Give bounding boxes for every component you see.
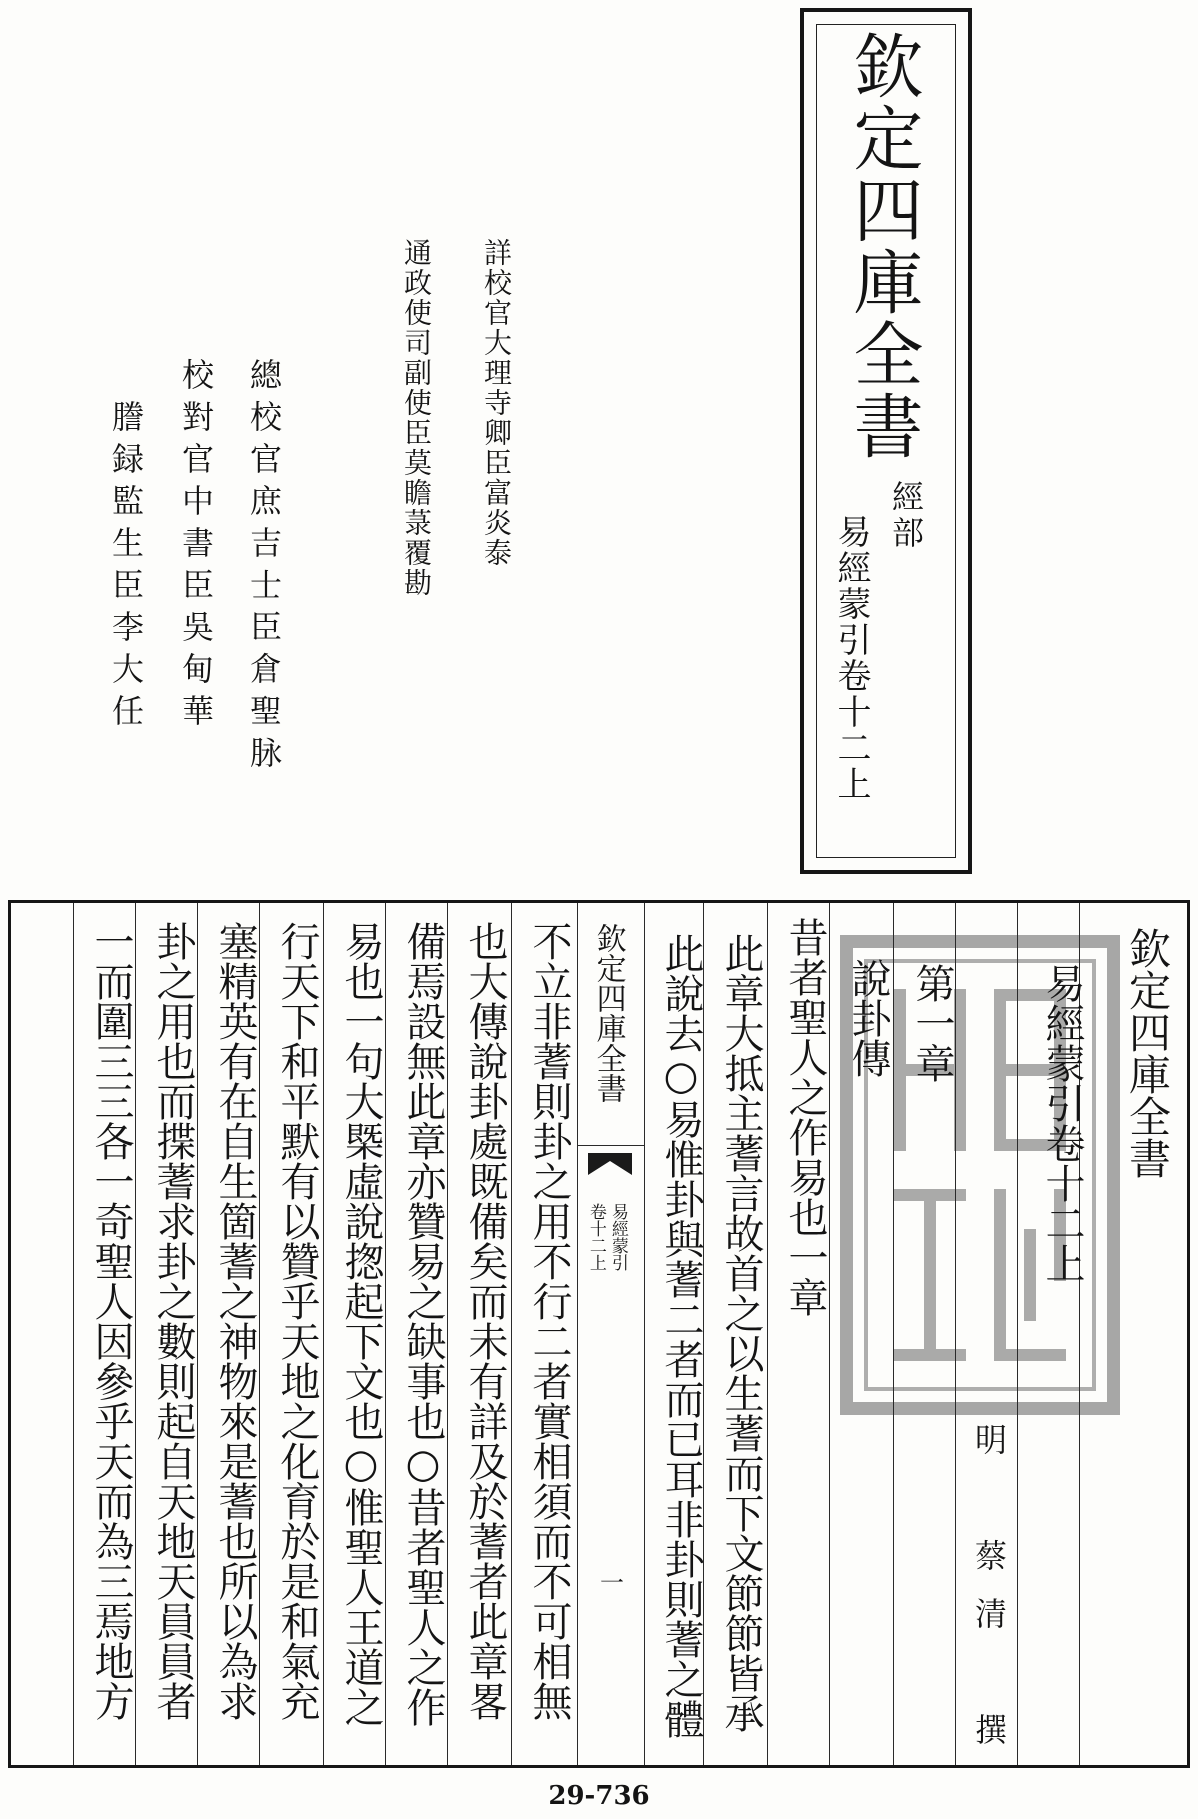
title-slip [800, 8, 972, 874]
text-page-frame [8, 900, 1190, 1771]
cover-title: 欽定四庫全書 [842, 30, 924, 462]
text-column: 此章大抵主蓍言故首之以生蓍而下文節節皆承 [718, 933, 764, 1733]
page-number: 29-736 [548, 1781, 650, 1811]
text-column: 不立非蓍則卦之用不行二者實相須而不可相無 [526, 921, 572, 1721]
fold-leaf-number: 一 [600, 1569, 624, 1597]
fold-book-title: 易經蒙引 [607, 1203, 628, 1271]
text-column: 塞精英有在自生箇蓍之神物來是蓍也所以為求 [212, 921, 258, 1721]
page-volume-title: 易經蒙引卷十二上 [1039, 963, 1085, 1283]
text-column: 一而圍三三各一奇聖人因參乎天而為三焉地方 [88, 921, 134, 1721]
page-header-title: 欽定四庫全書 [1123, 927, 1172, 1179]
fold-strip [577, 903, 645, 1765]
fold-title: 欽定四庫全書 [590, 923, 626, 1103]
cover-volume: 易經蒙引卷十二上 [831, 514, 871, 802]
fold-divider [578, 1145, 644, 1146]
text-column: 昔者聖人之作易也一章 [782, 917, 828, 1317]
credit-line: 謄録監生臣李大任 [107, 400, 145, 736]
chapter-title: 說卦傳 [845, 958, 891, 1078]
text-column: 行天下和平默有以贊乎天地之化育於是和氣充 [274, 921, 320, 1721]
chapter-number: 第一章 [909, 963, 955, 1083]
credit-line: 總校官庶吉士臣倉聖脉 [245, 358, 283, 778]
text-column: 卦之用也而揲蓍求卦之數則起自天地天員員者 [150, 921, 196, 1721]
fish-tail-mark-icon [588, 1153, 632, 1175]
column-rule [1017, 903, 1018, 1765]
column-rule [893, 903, 894, 1765]
text-column: 易也一句大槩虛說揔起下文也○惟聖人王道之 [338, 921, 384, 1727]
credit-line: 校對官中書臣吳甸華 [177, 358, 215, 736]
column-rule [829, 903, 830, 1765]
fold-volume: 卷十二上 [585, 1203, 606, 1271]
author-line: 明 蔡清 撰 [970, 1423, 1008, 1771]
cover-section: 經部 [887, 480, 925, 552]
credit-line: 通政使司副使臣莫瞻菉覆勘 [400, 238, 433, 598]
column-rule [955, 903, 956, 1765]
text-column: 也大傳說卦處既備矣而未有詳及於蓍者此章畧 [462, 921, 508, 1721]
text-column: 備焉設無此章亦贊易之缺事也○昔者聖人之作 [400, 921, 446, 1727]
text-column: 此說去○易惟卦與蓍二者而已耳非卦則蓍之體 [658, 933, 704, 1739]
credit-line: 詳校官大理寺卿臣富炎泰 [480, 238, 513, 568]
